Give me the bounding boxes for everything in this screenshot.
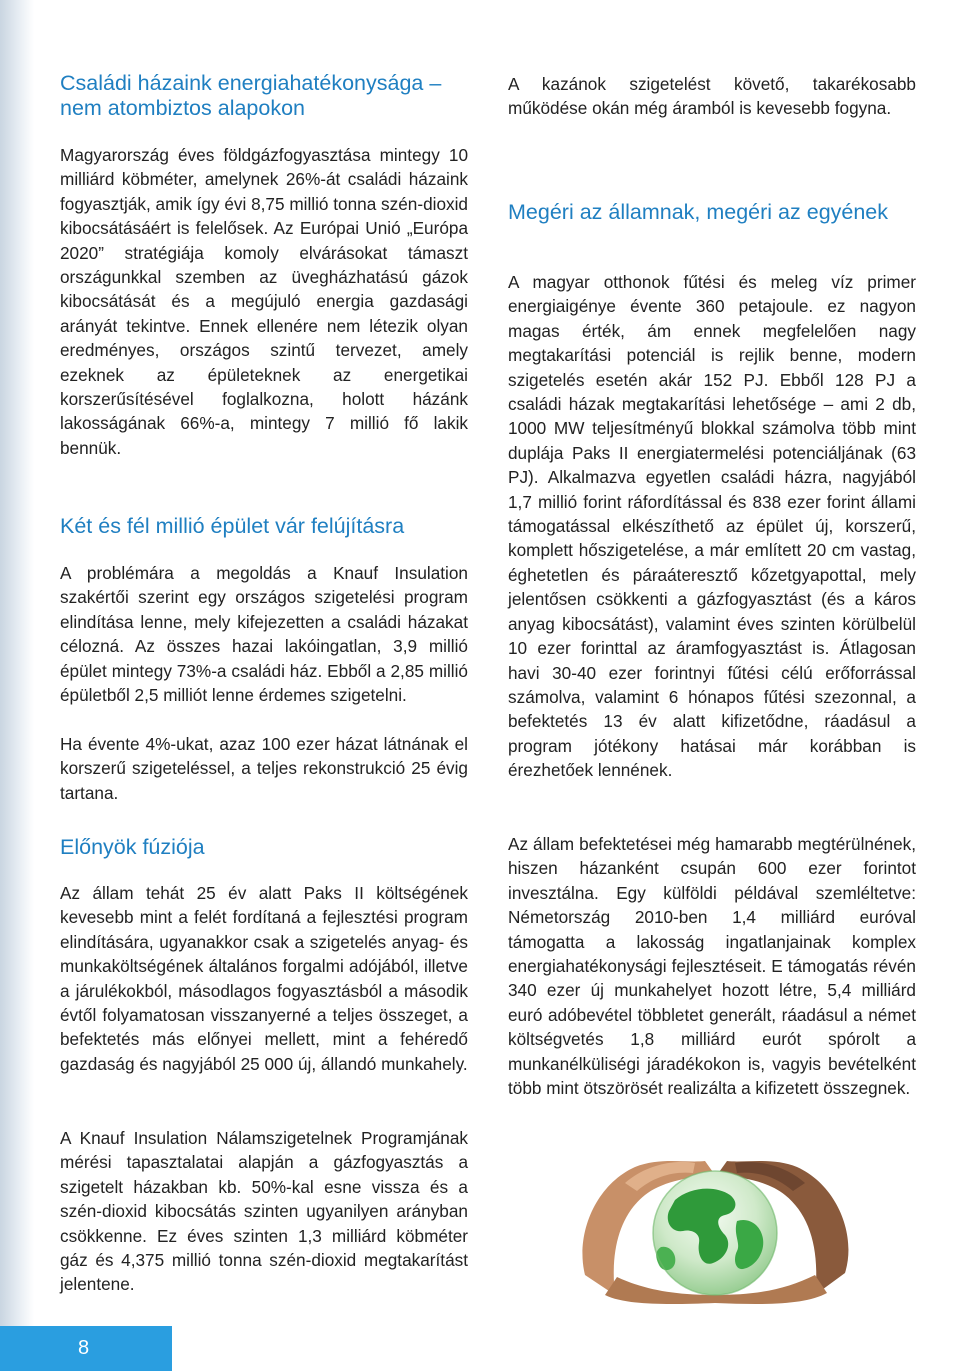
paragraph-state-investment: Az állam tehát 25 év alatt Paks II költségének kevesebb mint a felét fordítaná a fejlesztési program elindítására, ugyanakkor csak a szigetelés anyag- és munkaköltségének általános forgalmi adójából, illetve a járulékokból, másodlagos fogyasztásból a második évtől folyamatosan visszanyerné a teljes összeget, a befektetés más előnyei mellett, mint a fehéredő gazdaság és nagyjából 25 000 új, állandó munkahely.: [60, 883, 468, 1074]
paragraph-germany-example: Az állam befektetései még hamarabb megtérülnének, hiszen házanként csupán 600 ezer forintot invesztálna. Egy külföldi példával szemléltetve: Németország 2010-ben 1,4 milliárd euróval támogatta a lakosság ingatlanjainak komplex energiahatékonysági fejlesztéseit. E támogatás révén 340 ezer új munkahelyet hozott létre, 5,4 milliárd euró adóbevétel többletet generált, ráadásul a német költségvetés 1,8 milliárd eurót spórolt a munkanélküliségi járadékokon is, vagyis bevételként több mint ötszörösét realizálta a kifizetett összegnek.: [508, 834, 916, 1099]
heading-buildings-renovation: Két és fél millió épület vár felújításra: [60, 514, 405, 538]
paragraph-gas-consumption: Magyarország éves földgázfogyasztása mintegy 10 milliárd köbméter, amelynek 26%-át családi házaink fogyasztják, amik így évi 8,75 millió tonna szén-dioxid kibocsátásáért is felelősek. Az Európai Unió „Európa 2020” stratégiája komoly elvárásokat támaszt országunkkal szemben az üvegházhatású gázok kibocsátását és a megújuló energia gazdasági arányát tekintve. Ennek ellenére nem létezik olyan eredményes, országos szintű tervezet, amely ezeknek az épületeknek az energetikai korszerűsítésével foglalkozna, holott házánk lakosságának 66%-a, mintegy 7 millió fő lakik bennük.: [60, 145, 468, 458]
page-number-box: [0, 1326, 172, 1371]
heading-energy-efficiency: Családi házaink energiahatékonysága – nem atombiztos alapokon: [60, 71, 442, 120]
page-number: 8: [78, 1337, 90, 1359]
paragraph-insulation-program: A problémára a megoldás a Knauf Insulation szakértői szerint egy országos szigetelési program elindítása lenne, mely kifejezetten a családi házakat célozná. Az összes hazai lakóingatlan, 3,9 millió épület mintegy 73%-a családi ház. Ebből a 2,85 millió épületből 2,5 milliót lenne érdemes szigetelni.: [60, 563, 468, 706]
heading-worth-for-state: Megéri az államnak, megéri az egyének: [508, 200, 889, 224]
paragraph-boiler-savings: A kazánok szigetelést követő, takarékosabb működése okán még áramból is kevesebb fogyna.: [508, 74, 916, 119]
paragraph-renovation-timeline: Ha évente 4%-ukat, azaz 100 ezer házat látnának el korszerű szigeteléssel, a teljes rekonstrukció 25 évig tartana.: [60, 734, 468, 803]
paragraph-measurement-results: A Knauf Insulation Nálamszigetelnek Programjának mérési tapasztalatai alapján a gázfogyasztás a szigetelt házakban kb. 50%-kal esne vissza és a szén-dioxid kibocsátás szinten ugyanilyen arányban csökkenne. Ez éves szinten 1,3 milliárd köbméter gáz és 4,375 millió tonna szén-dioxid megtakarítást jelentene.: [60, 1128, 468, 1295]
paragraph-energy-demand: A magyar otthonok fűtési és meleg víz primer energiaigénye évente 360 petajoule. ez nagyon magas érték, ám ennek megfelelően nagy megtakarítási potenciál is rejlik benne, modern szigetelés esetén akár 152 PJ. Ebből 128 PJ a családi házak megtakarítási lehetősége – ami 2 db, 1000 MW teljesítményű blokkal számolva több mint duplája Paks II energiatermelési potenciáljának (63 PJ). Alkalmazva egyetlen családi házra, nagyjából 1,7 millió forint ráfordítással és 838 ezer forint állami támogatással elkészíthető az épület új, korszerű, komplett hőszigetelése, a már említett 20 cm vastag, éghetetlen és páraáteresztő kőzetgyapottal, mely jelentősen csökkenti a gázfogyasztást (és a káros anyag kibocsátást), valamint éves szinten körülbelül 10 ezer forinttal az áramfogyasztást is. Átlagosan havi 30-40 ezer forintnyi fűtési célú erőforrással számolva, valamint 6 hónapos fűtési szezonnal, a befektetés 13 év alatt kifizetődne, ráadásul a program jótékony hatásai már korábban is érezhetőek lennének.: [508, 272, 916, 781]
heading-fusion-of-benefits: Előnyök fúziója: [60, 835, 205, 859]
globe-in-hands-icon: [565, 1155, 865, 1305]
page-edge-gradient: [0, 0, 34, 1371]
